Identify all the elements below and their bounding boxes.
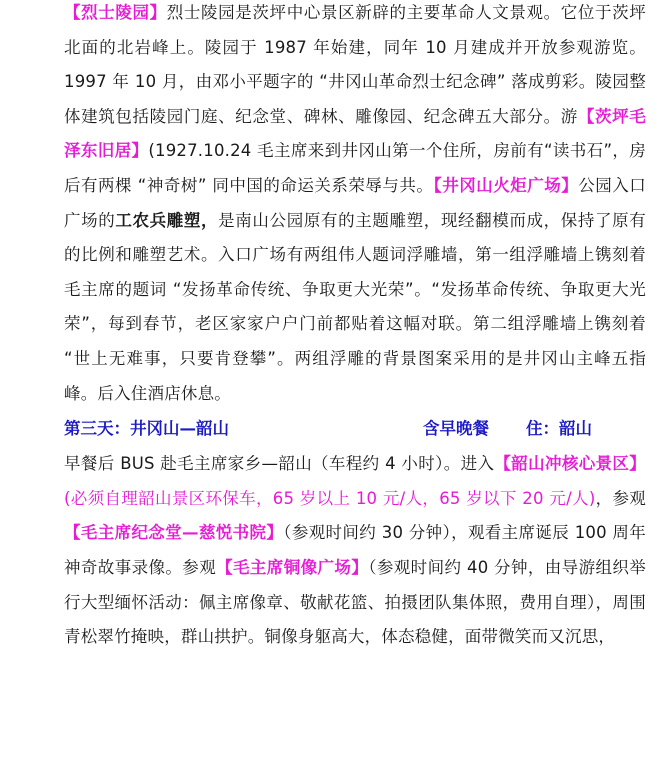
paragraph-text: ，参观 [595,488,646,508]
note-shuttle-fee: (必须自理韶山景区环保车，65 岁以上 10 元/人，65 岁以下 20 元/人) [64,488,596,508]
highlight-mao-memorial-hall: 【毛主席纪念堂—慈悦书院】 [64,523,284,543]
paragraph-text: 早餐后 BUS 赴毛主席家乡—韶山（车程约 4 小时）。进入 [64,454,495,474]
itinerary-paragraph-day3 [64,447,646,655]
highlight-mao-former-residence: 【茨坪毛泽东旧居】 [64,106,646,161]
paragraph-text: 烈士陵园是茨坪中心景区新辟的主要革命人文景观。它位于茨坪北面的北岩峰上。陵园于 1987 年始建，同年 10 月建成并开放参观游览。1997 年 10 月，由邓小平题字的 “井冈山革命烈士纪念碑” 落成剪彩。陵园整体建筑包括陵园门庭、纪念堂、碑林、雕像园、纪念碑五大部分。游 [64,3,646,126]
highlight-martyrs-cemetery: 【烈士陵园】 [64,3,167,22]
itinerary-paragraph-day2 [64,0,646,411]
day-accommodation: 住：韶山 [526,419,592,439]
highlight-shaoshan-core-area: 【韶山冲核心景区】 [494,454,646,474]
day-meals: 含早晚餐 [423,419,489,439]
day-heading-row [64,411,646,447]
highlight-bronze-statue-square: 【毛主席铜像广场】 [216,557,369,577]
bold-text-sculpture: 工农兵雕塑， [115,210,219,230]
paragraph-text: （参观时间约 30 分钟），观看主席诞辰 100 周年神奇故事录像。参观 [64,523,646,577]
day-title: 第三天：井冈山—韶山 [64,419,229,439]
highlight-torch-square: 【井冈山火炬广场】 [433,175,579,195]
paragraph-text: 公园入口广场的 [64,175,646,230]
paragraph-text: （参观时间约 40 分钟，由导游组织举行大型缅怀活动：佩主席像章、敬献花篮、拍摄团队集体照，费用自理），周围青松翠竹掩映，群山拱护。铜像身躯高大，体态稳健，面带微笑而又沉思， [64,557,646,647]
paragraph-text: 是南山公园原有的主题雕塑，现经翻模而成，保持了原有的比例和雕塑艺术。入口广场有两组伟人题词浮雕墙，第一组浮雕墙上镌刻着毛主席的题词 “发扬革命传统、争取更大光荣”。“发扬革命传统、争取更大光荣”，每到春节，老区家家户户门前都贴着这幅对联。第二组浮雕墙上镌刻着 “世上无难事，只要肯登攀”。两组浮雕的背景图案采用的是井冈山主峰五指峰。后入住酒店休息。 [64,210,646,403]
paragraph-text: (1927.10.24 毛主席来到井冈山第一个住所，房前有“读书石”，房后有两棵 “神奇树” 同中国的命运关系荣辱与共。 [64,141,647,195]
